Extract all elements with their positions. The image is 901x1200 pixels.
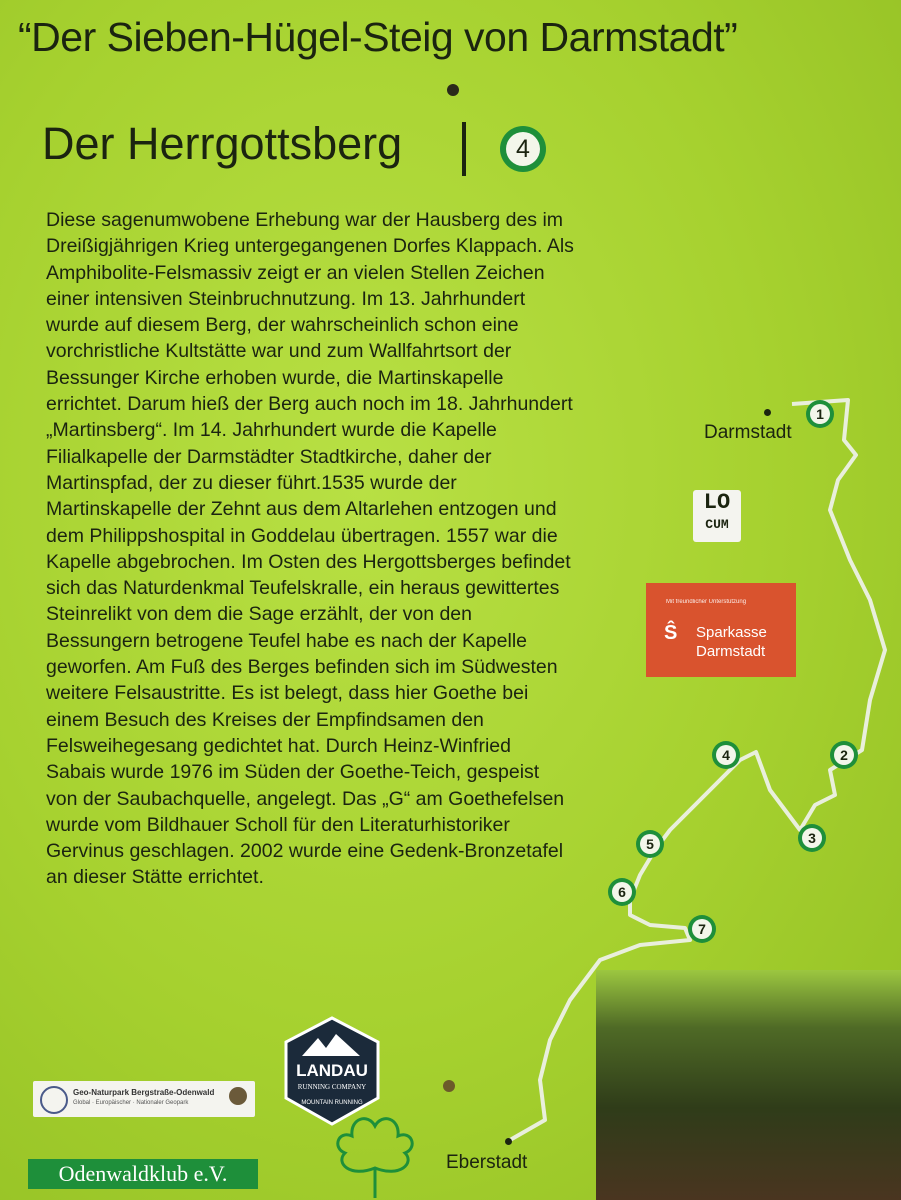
- map-label-end: Eberstadt: [446, 1152, 528, 1173]
- sparkasse-name-line2: Darmstadt: [696, 643, 766, 660]
- eberstadt-marker: [505, 1138, 512, 1145]
- station-number: 4: [506, 132, 540, 166]
- stop-number: 7: [692, 919, 712, 939]
- route-stop-7: [688, 915, 716, 943]
- geopark-logo: [33, 1081, 255, 1117]
- oak-leaf-icon: [330, 1108, 420, 1200]
- locum-logo-line2: CUM: [705, 517, 729, 532]
- route-stop-6: [608, 878, 636, 906]
- sponsor-caption: Mit freundlicher Unterstützung: [666, 599, 747, 605]
- series-title: “Der Sieben-Hügel-Steig von Darmstadt”: [18, 14, 738, 60]
- map-label-start: Darmstadt: [704, 422, 792, 443]
- description-paragraph: Diese sagenumwobene Erhebung war der Hausberg des im Dreißigjährigen Krieg untergegangenen Dorfes Klappach. Als Amphibolite-Felsmassiv zeigt er an vielen Stellen Zeichen einer intensiven Steinbruchnutzung. Im 13. Jahrhundert wurde auf diesem Berg, der wahrscheinlich schon eine vorchristliche Kultstätte war und zum Wallfahrtsort der Bessunger Kirche erhoben wurde, die Martinskapelle errichtet. Darum hieß der Berg auch noch im 18. Jahrhundert „Martinsberg“. Im 14. Jahrhundert wurde die Kapelle Filialkapelle der Darmstädter Stadtkirche, daher der Martinspfad, der zu dieser führt.1535 wurde der Martinskapelle der Zehnt aus dem Altarlehen entzogen und dem Philippshospital in Goddelau übertragen. 1557 war die Kapelle abgebrochen. Im Osten des Hergottsberges befindet sich das Naturdenkmal Teufelskralle, ein heraus gewittertes Steinrelikt von dem die Sage erzählt, der von den Bessungern betrogene Teufel habe es nach der Kapelle geworfen. Am Fuß des Berges befinden sich im Südwesten weitere Felsaustritte. Es ist belegt, dass hier Goethe bei einem Besuch des Kreises der Empfindsamen den Felsweihegesang gedichtet hat. Durch Heinz-Winfried Sabais wurde 1976 im Süden der Goethe-Teich, gespeist von der Saubachquelle, angelegt. Das „G“ am Goethefelsen wurde vom Bildhauer Scholl für den Literaturhistoriker Gervinus geschlagen. 2002 wurde eine Gedenk-Bronzetafel an dieser Stätte errichtet.: [46, 209, 574, 889]
- stop-number: 6: [612, 882, 632, 902]
- route-stop-3: [798, 824, 826, 852]
- route-stop-4: [712, 741, 740, 769]
- landau-title: LANDAU: [296, 1061, 368, 1080]
- forest-photo: [596, 970, 901, 1200]
- oak-leaf-outline: [338, 1119, 412, 1198]
- stop-number: 5: [640, 834, 660, 854]
- landau-subtitle: RUNNING COMPANY: [297, 1083, 367, 1091]
- geopark-icon: [40, 1086, 68, 1114]
- odenwaldklub-label: Odenwaldklub e.V.: [28, 1159, 258, 1189]
- geopark-seal-icon: [229, 1087, 247, 1105]
- sparkasse-name-line1: Sparkasse: [696, 624, 767, 641]
- stop-number: 2: [834, 745, 854, 765]
- darmstadt-marker: [764, 409, 771, 416]
- route-stop-1: [806, 400, 834, 428]
- mounting-screw: [443, 1080, 455, 1092]
- sparkasse-name: [696, 623, 767, 661]
- route-stop-2: [830, 741, 858, 769]
- geopark-subtitle: Global · Europäischer · Nationaler Geopark: [73, 1100, 189, 1106]
- page-title: Der Herrgottsberg: [42, 118, 403, 169]
- landau-subtitle-2: MOUNTAIN RUNNING: [301, 1100, 363, 1106]
- locum-logo: [693, 490, 741, 542]
- stop-number: 3: [802, 828, 822, 848]
- sparkasse-logo: [646, 583, 796, 677]
- sparkasse-icon: Ŝ: [664, 622, 678, 644]
- stop-number: 1: [810, 404, 830, 424]
- stop-number: 4: [716, 745, 736, 765]
- locum-logo-line1: LO: [703, 490, 731, 515]
- route-stop-5: [636, 830, 664, 858]
- geopark-title: Geo-Naturpark Bergstraße-Odenwald: [73, 1088, 215, 1097]
